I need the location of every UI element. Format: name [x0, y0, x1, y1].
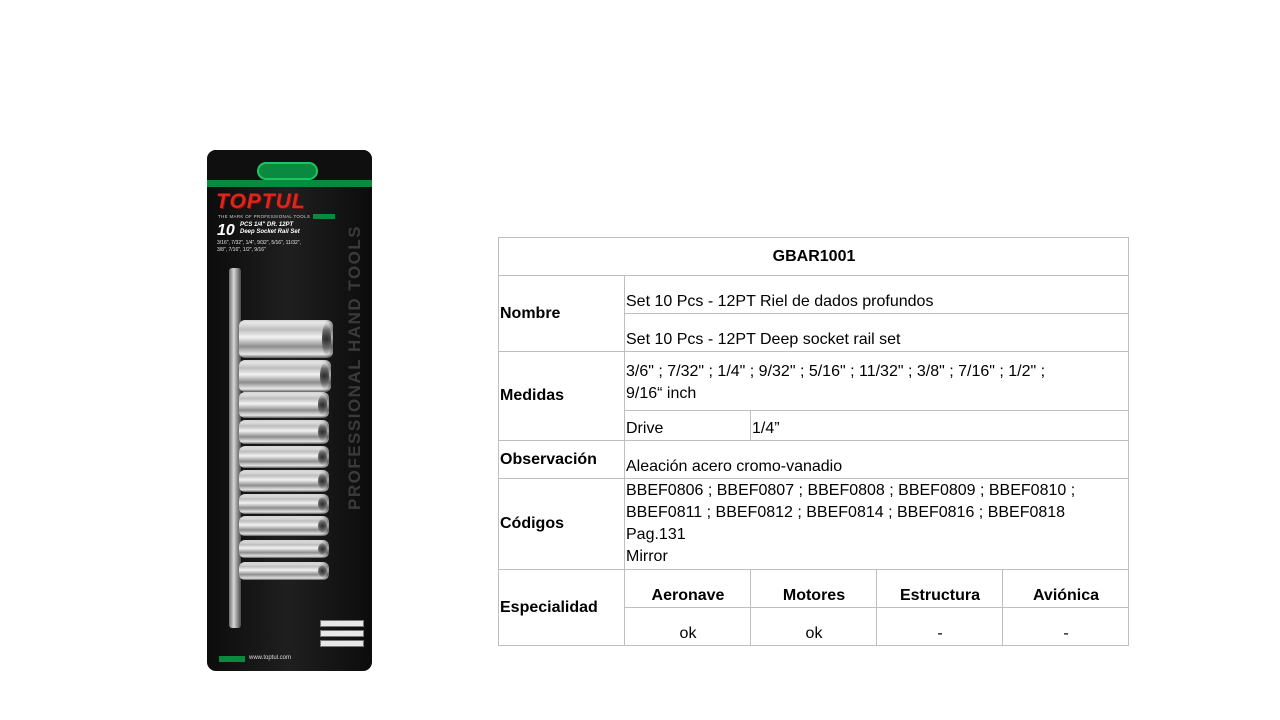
drive-label: Drive: [625, 411, 751, 441]
spec-table: [498, 237, 1129, 646]
product-image: [207, 150, 372, 671]
especialidad-value-estructura: -: [877, 608, 1003, 646]
observacion-row: [499, 441, 1129, 479]
barcode: [320, 630, 364, 637]
socket: [239, 360, 331, 392]
medidas-label: Medidas: [499, 352, 625, 441]
medidas-row: [499, 352, 1129, 411]
nombre-row: [499, 276, 1129, 314]
especialidad-label: Especialidad: [499, 570, 625, 646]
observacion-value: Aleación acero cromo-vanadio: [625, 441, 1129, 479]
especialidad-value-motores: ok: [751, 608, 877, 646]
pack-title-line2: Deep Socket Rail Set: [240, 229, 300, 235]
pack-sizes-line2: 3/8", 7/16", 1/2", 9/16": [217, 247, 266, 253]
socket: [239, 562, 329, 580]
product-code: GBAR1001: [499, 238, 1129, 276]
socket: [239, 540, 329, 558]
side-text: PROFESSIONAL HAND TOOLS: [345, 224, 364, 510]
drive-value: 1/4”: [751, 411, 1129, 441]
hang-hole: [257, 162, 318, 180]
socket: [239, 470, 329, 492]
socket: [239, 516, 329, 536]
especialidad-header-avionica: Aviónica: [1003, 570, 1129, 608]
socket: [239, 494, 329, 514]
socket: [239, 420, 329, 444]
codigos-value: BBEF0806 ; BBEF0807 ; BBEF0808 ; BBEF0809 ; BBEF0810 ; BBEF0811 ; BBEF0812 ; BBEF0814 ; BBEF0816 ; BBEF0818 Pag.131 Mirror: [625, 479, 1129, 570]
pack-title-line1: PCS 1/4" DR. 12PT: [240, 222, 294, 228]
especialidad-header-estructura: Estructura: [877, 570, 1003, 608]
socket: [239, 392, 329, 418]
codigos-label: Códigos: [499, 479, 625, 570]
especialidad-header-row: [499, 570, 1129, 608]
especialidad-value-aeronave: ok: [625, 608, 751, 646]
barcode: [320, 640, 364, 647]
nombre-es: Set 10 Pcs - 12PT Riel de dados profundos: [625, 276, 1129, 314]
especialidad-header-aeronave: Aeronave: [625, 570, 751, 608]
observacion-label: Observación: [499, 441, 625, 479]
codigos-row: [499, 479, 1129, 570]
medidas-value: 3/6" ; 7/32" ; 1/4" ; 9/32" ; 5/16" ; 11/32" ; 3/8" ; 7/16" ; 1/2" ; 9/16“ inch: [625, 352, 1129, 411]
brand-logo: TOPTUL: [216, 190, 306, 213]
barcode: [320, 620, 364, 627]
pack-sizes-line1: 3/16", 7/32", 1/4", 9/32", 5/16", 11/32",: [217, 240, 301, 246]
brand-tagline: THE MARK OF PROFESSIONAL TOOLS: [218, 214, 311, 219]
accent-band: [207, 180, 372, 187]
especialidad-value-avionica: -: [1003, 608, 1129, 646]
pack-count: 10: [217, 222, 235, 239]
footer-badge: [219, 656, 245, 662]
brand-website: www.toptul.com: [249, 655, 292, 661]
socket: [239, 446, 329, 468]
tagline-badge: [313, 214, 335, 219]
especialidad-header-motores: Motores: [751, 570, 877, 608]
socket: [239, 320, 333, 358]
code-row: [499, 238, 1129, 276]
nombre-label: Nombre: [499, 276, 625, 352]
nombre-en: Set 10 Pcs - 12PT Deep socket rail set: [625, 314, 1129, 352]
